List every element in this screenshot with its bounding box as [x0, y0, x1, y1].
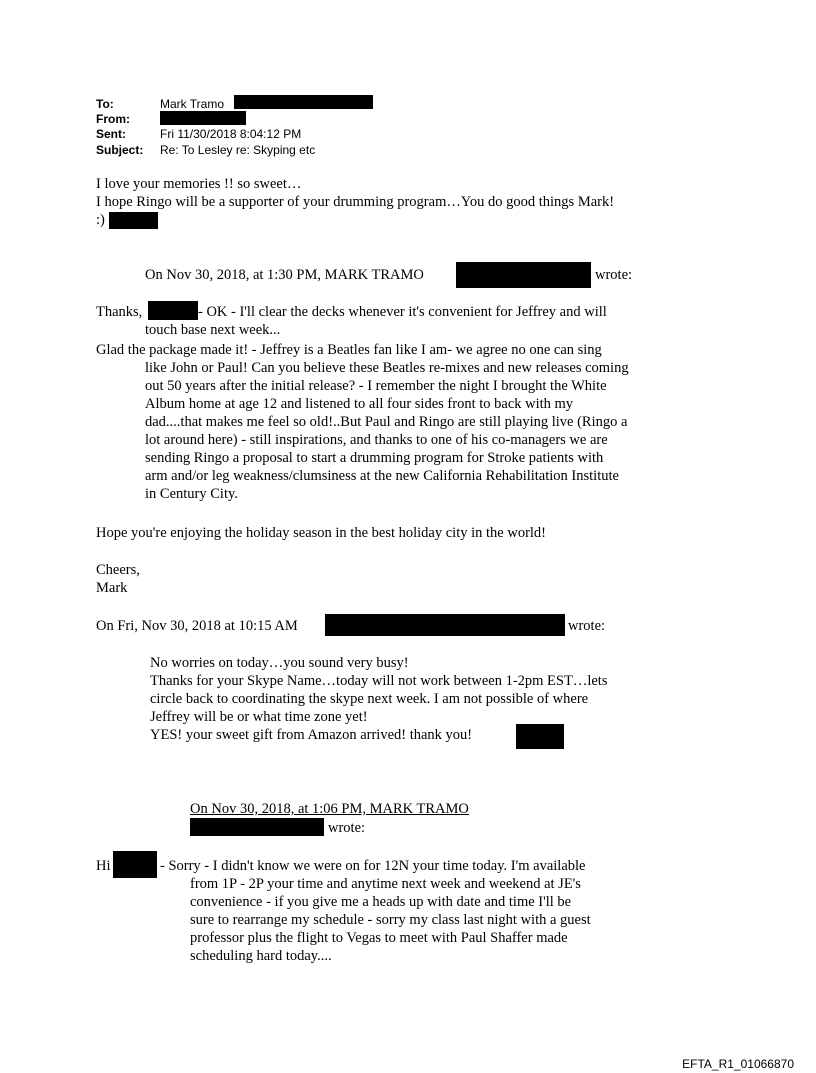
from-label: From: — [96, 112, 130, 126]
quote1-glad-line-2: like John or Paul! Can you believe these Beatles re-mixes and new releases coming — [145, 360, 629, 376]
quote2-attribution: On Fri, Nov 30, 2018 at 10:15 AM — [96, 618, 298, 634]
redaction-to-email — [234, 95, 373, 109]
quote1-signature: Mark — [96, 580, 128, 596]
quote1-glad-line-6: lot around here) - still inspirations, and thanks to one of his co-managers we are — [145, 432, 608, 448]
quote3-wrote: wrote: — [328, 820, 366, 836]
quote1-thanks-lead: Thanks, — [96, 304, 143, 320]
quote2-line-1: No worries on today…you sound very busy! — [150, 655, 409, 671]
to-value: Mark Tramo — [160, 97, 225, 111]
quote1-hope-line: Hope you're enjoying the holiday season in the best holiday city in the world! — [96, 525, 547, 541]
quote1-cheers: Cheers, — [96, 562, 140, 578]
quote1-glad-line-7: sending Ringo a proposal to start a drumming program for Stroke patients with — [145, 450, 604, 466]
redaction-from — [160, 111, 246, 125]
quote2-line-3: circle back to coordinating the skype next week. I am not possible of where — [150, 691, 589, 707]
quote3-attribution: On Nov 30, 2018, at 1:06 PM, MARK TRAMO — [190, 801, 469, 817]
quote1-wrote: wrote: — [595, 267, 633, 283]
quote1-attribution: On Nov 30, 2018, at 1:30 PM, MARK TRAMO — [145, 267, 424, 283]
quote1-glad-line-1: Glad the package made it! - Jeffrey is a Beatles fan like I am- we agree no one can sing — [96, 342, 602, 358]
quote1-thanks-text: - OK - I'll clear the decks whenever it's convenient for Jeffrey and will — [198, 304, 607, 320]
quote1-thanks-cont: touch base next week... — [145, 322, 281, 338]
quote2-wrote: wrote: — [568, 618, 606, 634]
quote3-hi: Hi — [96, 858, 111, 874]
redaction-quote3-email — [190, 818, 324, 836]
body-line-3: :) — [96, 212, 105, 228]
quote1-glad-line-9: in Century City. — [145, 486, 238, 502]
quote3-line-3: convenience - if you give me a heads up with date and time I'll be — [190, 894, 572, 910]
quote2-line-5: YES! your sweet gift from Amazon arrived! thank you! — [150, 727, 473, 743]
quote3-line-5: professor plus the flight to Vegas to meet with Paul Shaffer made — [190, 930, 568, 946]
quote1-glad-line-3: out 50 years after the initial release? - I remember the night I brought the White — [145, 378, 607, 394]
quote3-line-6: scheduling hard today.... — [190, 948, 332, 964]
quote3-line-4: sure to rearrange my schedule - sorry my class last night with a guest — [190, 912, 591, 928]
redaction-quote3-name — [113, 851, 157, 878]
quote1-glad-line-4: Album home at age 12 and listened to all four sides front to back with my — [145, 396, 574, 412]
redaction-quote2-email — [325, 614, 565, 636]
redaction-signature — [109, 212, 158, 229]
quote2-line-2: Thanks for your Skype Name…today will not work between 1-2pm EST…lets — [150, 673, 608, 689]
body-line-1: I love your memories !! so sweet… — [96, 176, 302, 192]
quote2-line-4: Jeffrey will be or what time zone yet! — [150, 709, 368, 725]
sent-label: Sent: — [96, 127, 126, 141]
subject-value: Re: To Lesley re: Skyping etc — [160, 143, 316, 157]
body-line-2: I hope Ringo will be a supporter of your drumming program…You do good things Mark! — [96, 194, 615, 210]
redaction-quote2-signature — [516, 724, 564, 749]
subject-label: Subject: — [96, 143, 144, 157]
quote3-line-1: - Sorry - I didn't know we were on for 12N your time today. I'm available — [160, 858, 586, 874]
quote1-glad-line-8: arm and/or leg weakness/clumsiness at the new California Rehabilitation Institute — [145, 468, 619, 484]
quote3-line-2: from 1P - 2P your time and anytime next week and weekend at JE's — [190, 876, 581, 892]
to-label: To: — [96, 97, 114, 111]
document-id: EFTA_R1_01066870 — [682, 1057, 794, 1071]
quote1-glad-line-5: dad....that makes me feel so old!..But Paul and Ringo are still playing live (Ringo a — [145, 414, 628, 430]
redaction-quote1-email — [456, 262, 591, 288]
sent-value: Fri 11/30/2018 8:04:12 PM — [160, 127, 302, 141]
redaction-quote1-name — [148, 301, 198, 320]
